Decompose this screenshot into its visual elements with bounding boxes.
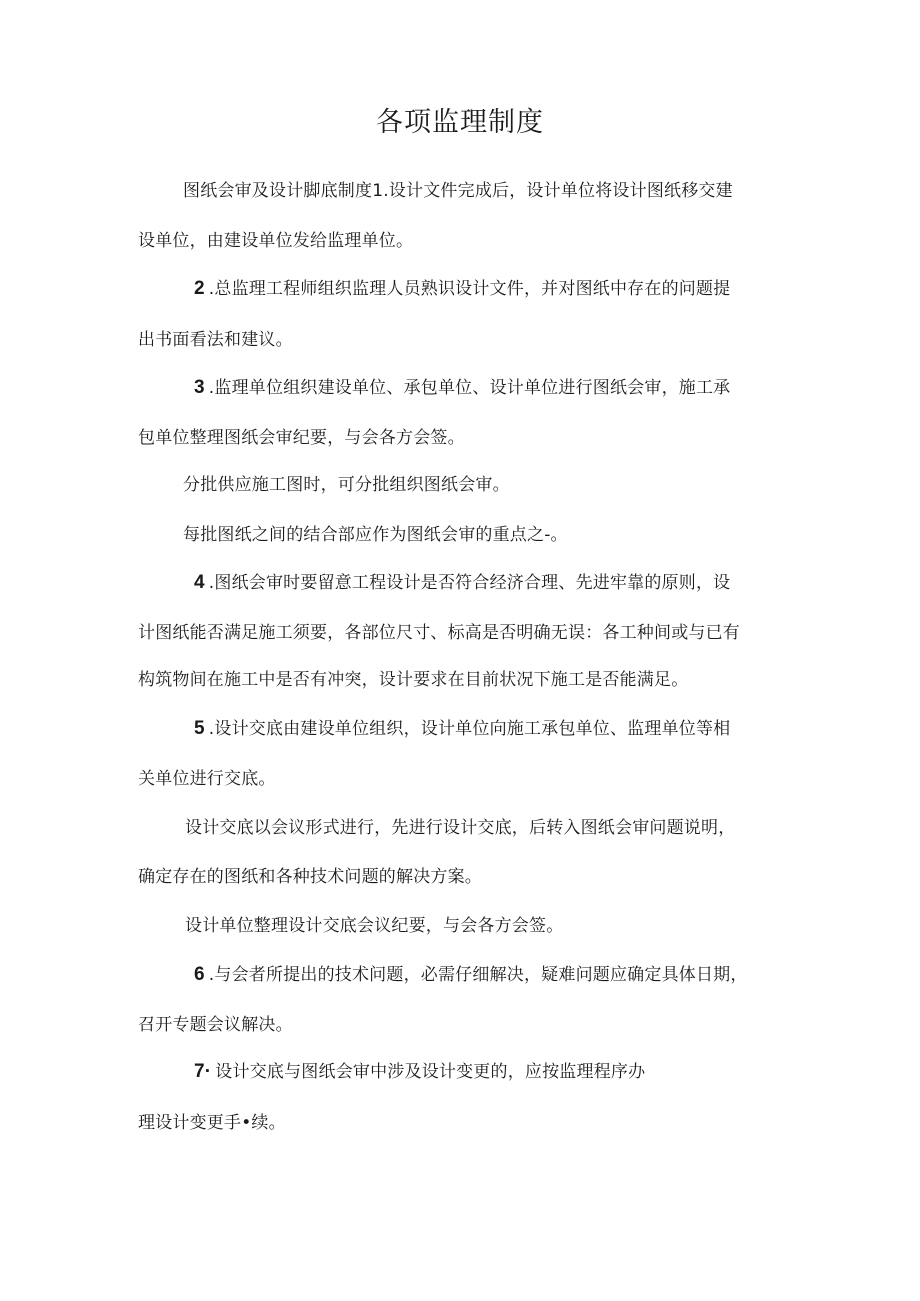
- paragraph-text: 设计交底与图纸会审中涉及设计变更的，应按监理程序办: [215, 1062, 646, 1082]
- paragraph-line: [194, 274, 730, 300]
- item-number: 5: [194, 718, 205, 739]
- paragraph-line: 分批供应施工图时，可分批组织图纸会审。: [183, 475, 510, 495]
- item-number: 2: [194, 278, 205, 299]
- paragraph-line: 设计单位整理设计交底会议纪要，与会各方会签。: [185, 916, 564, 936]
- paragraph-line: 计图纸能否满足施工须要，各部位尺寸、标高是否明确无误：各工种间或与已有: [138, 623, 740, 643]
- paragraph-line: 设单位，由建设单位发给监理单位。: [138, 231, 414, 251]
- item-number: 4: [194, 572, 205, 593]
- paragraph-line: 设计交底以会议形式进行，先进行设计交底，后转入图纸会审问题说明，: [185, 818, 736, 838]
- paragraph-line: [194, 960, 748, 986]
- paragraph-line: 确定存在的图纸和各种技术问题的解决方案。: [138, 867, 482, 887]
- paragraph-line: 每批图纸之间的结合部应作为图纸会审的重点之-。: [183, 525, 568, 545]
- paragraph-line: [194, 714, 730, 740]
- paragraph-line: [194, 1057, 645, 1083]
- paragraph-line: 图纸会审及设计脚底制度1.设计文件完成后，设计单位将设计图纸移交建: [183, 181, 733, 201]
- paragraph-line: 出书面看法和建议。: [138, 330, 293, 350]
- paragraph-text: .图纸会审时要留意工程设计是否符合经济合理、先进牢靠的原则，设: [208, 573, 731, 593]
- item-number: 6: [194, 964, 205, 985]
- paragraph-line: [194, 373, 730, 399]
- paragraph-line: 理设计变更手•续。: [138, 1113, 286, 1133]
- item-number: 3: [194, 377, 205, 398]
- paragraph-text: .与会者所提出的技术问题，必需仔细解决，疑难问题应确定具体日期，: [208, 965, 748, 985]
- paragraph-line: 召开专题会议解决。: [138, 1015, 293, 1035]
- item-number: 7·: [194, 1061, 212, 1082]
- paragraph-line: 构筑物间在施工中是否有冲突，设计要求在目前状况下施工是否能满足。: [138, 670, 689, 690]
- paragraph-text: .总监理工程师组织监理人员熟识设计文件，并对图纸中存在的问题提: [208, 279, 731, 299]
- paragraph-line: 包单位整理图纸会审纪要，与会各方会签。: [138, 428, 465, 448]
- paragraph-text: .设计交底由建设单位组织，设计单位向施工承包单位、监理单位等相: [208, 719, 731, 739]
- document-title: 各项监理制度: [376, 107, 544, 138]
- paragraph-text: .监理单位组织建设单位、承包单位、设计单位进行图纸会审，施工承: [208, 378, 731, 398]
- paragraph-line: [194, 568, 730, 594]
- paragraph-line: 关单位进行交底。: [138, 769, 276, 789]
